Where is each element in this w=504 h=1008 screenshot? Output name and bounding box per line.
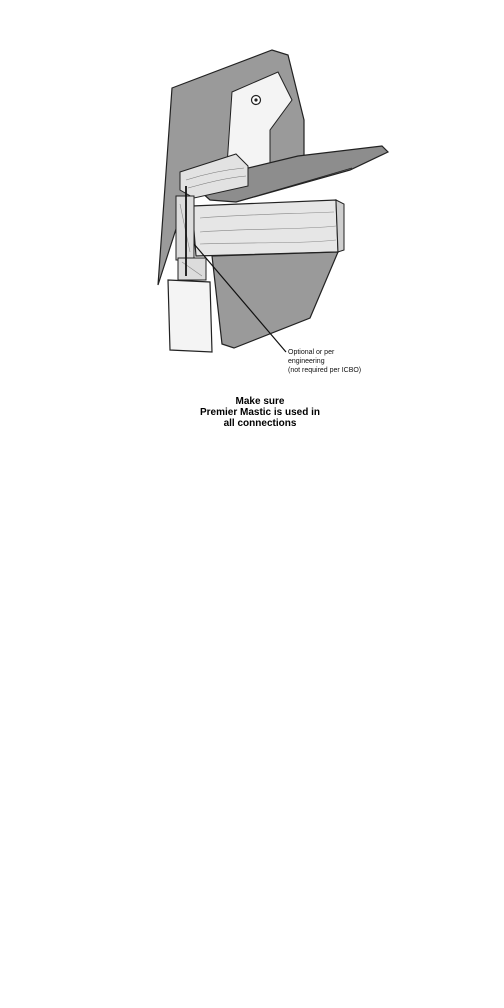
optional-note-line-3: (not required per ICBO)	[288, 367, 362, 374]
rim-joist-end	[336, 200, 344, 252]
mastic-caption	[140, 396, 380, 429]
caption-line-3: all connections	[223, 418, 297, 429]
ledger-connection-diagram	[0, 0, 504, 440]
optional-note-line-1: Optional or per	[288, 349, 335, 356]
caption-line-1: Make sure	[235, 396, 285, 407]
lower-wall-face	[168, 280, 212, 352]
optional-note	[288, 348, 418, 375]
rim-joist-front	[192, 200, 338, 256]
caption-line-2: Premier Mastic is used in	[199, 407, 321, 418]
anchor-bolt-center	[254, 98, 257, 101]
lower-wall-sheathing	[212, 252, 338, 348]
optional-note-line-2: engineering	[288, 358, 325, 365]
